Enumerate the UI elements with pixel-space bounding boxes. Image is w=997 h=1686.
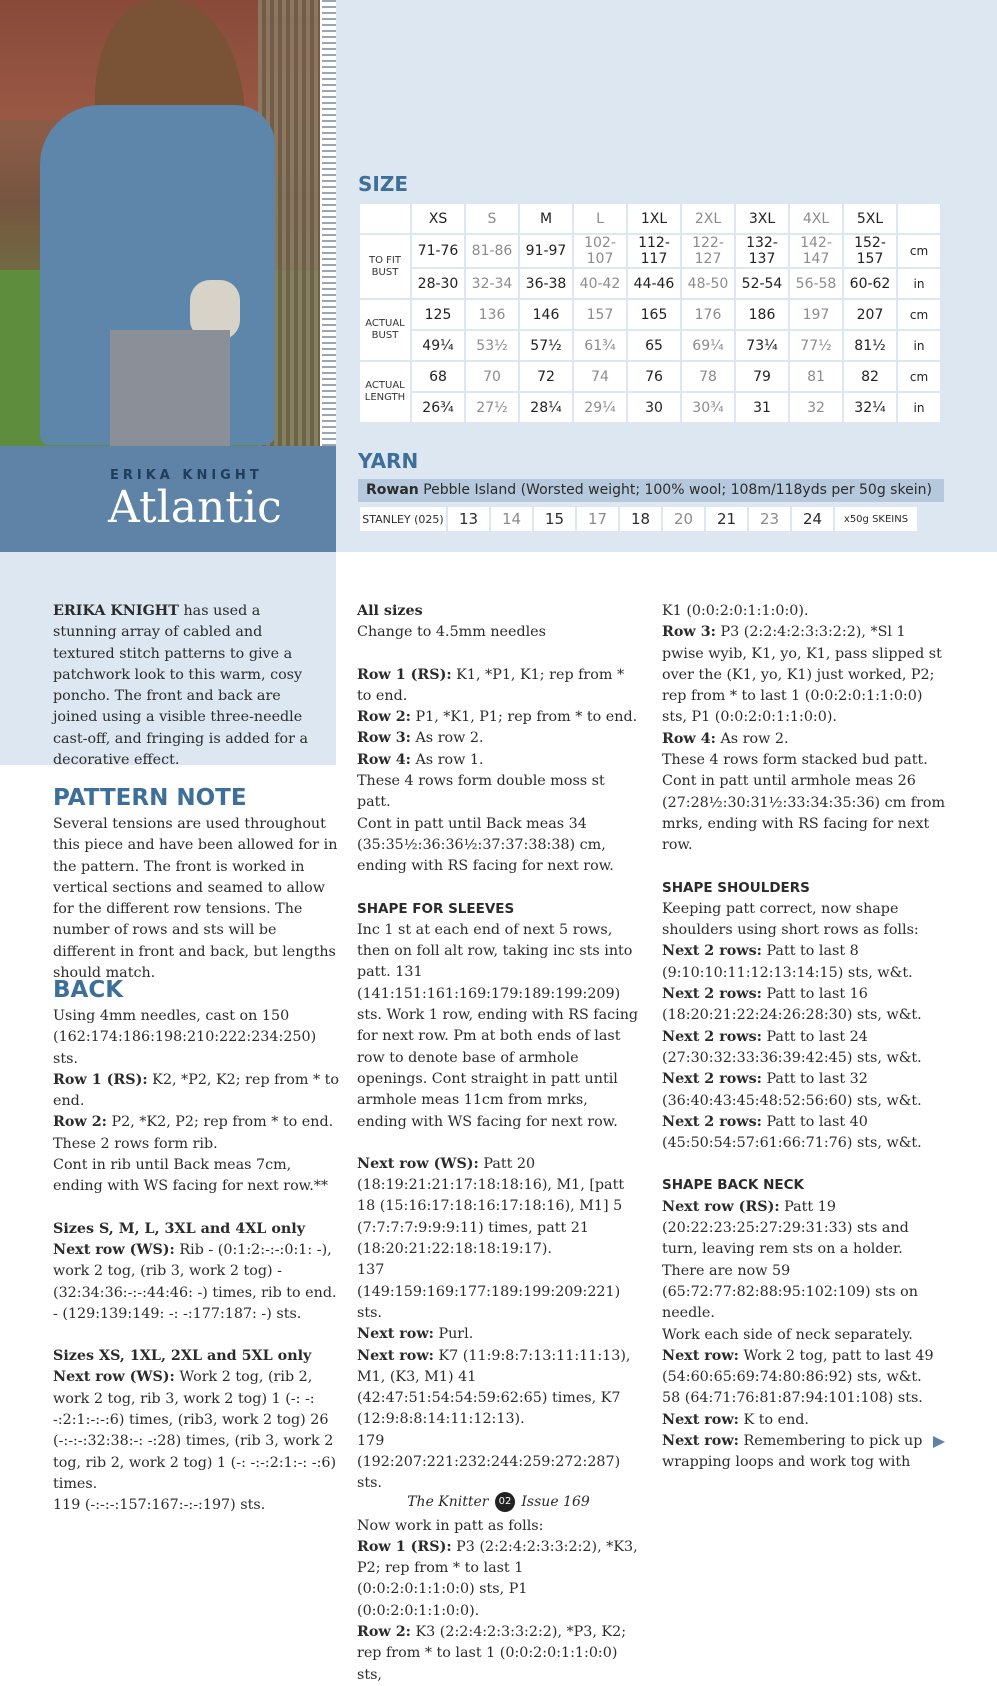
unit-in: in [898,331,940,360]
length-in-row [360,393,940,422]
row-text: P1, *K1, P1; rep from * to end. [410,709,638,726]
cell: 29¼ [574,393,626,422]
cell: 52-54 [736,269,788,298]
size-corner [360,204,410,233]
cell: 28¼ [520,393,572,422]
issue-number: Issue 169 [521,1494,590,1510]
cell: 142-147 [790,235,842,267]
bud-note: These 4 rows form stacked bud patt. [662,752,928,769]
row-text: Rib - (0:1:2:-:-:0:1: -), work 2 tog, (rib 3, work 2 tog) - (32:34:36:-:-:44:46: -) times, rib to end. [53,1241,337,1301]
row-result: 179 (192:207:221:232:244:259:272:287) sts. [357,1432,621,1492]
yarn-quantity-row [360,507,917,531]
row-label: Row 3: [357,730,411,747]
cell: 44-46 [628,269,680,298]
row-text: P2, *K2, P2; rep from * to end. [106,1114,334,1131]
cell: 78 [682,362,734,391]
row-label: Next 2 rows: [662,1028,762,1045]
size-col: 3XL [736,204,788,233]
pattern-note-body: Several tensions are used throughout this piece and have been allowed for in the pattern. The front is worked in vertical sections and seamed to allow for the different row tensions. The number of rows and sts will be different in front and back, but lengths should match. [53,816,338,982]
cell: 27½ [466,393,518,422]
cell: 40-42 [574,269,626,298]
designer-name: ERIKA KNIGHT [110,468,263,483]
row-text: As row 2. [715,730,789,747]
cell: 102-107 [574,235,626,267]
change-needles: Change to 4.5mm needles [357,624,546,641]
bust-in-row [360,269,940,298]
yarn-brand: Rowan [366,482,419,498]
pattern-note-text [53,814,339,984]
back-instructions [53,1006,339,1517]
actual-bust-in-row [360,331,940,360]
row-label: Next 2 rows: [662,986,762,1003]
size-table [358,202,942,424]
size-col: L [574,204,626,233]
row-label: ACTUAL BUST [360,300,410,360]
neck-count: There are now 59 (65:72:77:82:88:95:102:109) sts on needle. [662,1262,918,1322]
cell: 65 [628,331,680,360]
row-label: Next 2 rows: [662,943,762,960]
column-3 [662,601,947,1474]
size-heading: SIZE [358,172,409,196]
row-text: As row 2. [410,730,484,747]
moss-note: These 4 rows form double moss st patt. [357,773,605,811]
row-label: Row 1 (RS): [357,666,452,683]
row-text: Patt 19 (20:22:23:25:27:29:31:33) sts and turn, leaving rem sts on a holder. [662,1198,909,1258]
row-text: K7 (11:9:8:7:13:11:11:13), M1, (K3, M1) 41 (42:47:51:54:54:59:62:65) times, K7 (12:9:8:8:14:11:12:13). [357,1347,631,1428]
cell: 60-62 [844,269,896,298]
rib-note: These 2 rows form rib. [53,1135,218,1152]
cell: 81-86 [466,235,518,267]
moss-continue: Cont in patt until Back meas 34 (35:35½:36:36½:37:37:38:38) cm, ending with RS facing for next row. [357,815,614,875]
back-heading: BACK [53,977,124,1003]
pattern-title: Atlantic [108,482,282,533]
now-work: Now work in patt as folls: [357,1517,544,1534]
yarn-unit: x50g SKEINS [835,507,917,531]
cell: 31 [736,393,788,422]
cell: 81½ [844,331,896,360]
cell: 30¾ [682,393,734,422]
qty-cell: 20 [663,507,704,531]
intro-body: has used a stunning array of cabled and textured stitch patterns to give a patchwork look to this warm, cosy poncho. The front and back are joined using a visible three-needle cast-off, and fringing is added for a decorative effect. [53,603,308,769]
row-label: Next row: [357,1347,434,1364]
cell: 176 [682,300,734,329]
row-text: Work 2 tog, patt to last 49 (54:60:65:69:74:80:86:92) sts, w&t. [662,1347,934,1386]
row-text: Purl. [433,1326,474,1343]
row-text: K2, *P2, K2; rep from * to end. [53,1071,340,1110]
shoulders-heading: SHAPE SHOULDERS [662,879,810,896]
all-sizes-heading: All sizes [357,603,423,619]
row-text: Work 2 tog, (rib 2, work 2 tog, rib 3, work 2 tog) 1 (-: -: -:2:1:-:-:6) times, (rib3, work 2 tog) 26 (-:-:-:32:38:-: -:28) times, (rib 3, work 2 tog, rib 2, work 2 tog) 1 (-: -:-:2:1:-: -:6) times. [53,1369,337,1492]
cell: 165 [628,300,680,329]
continue-arrow-icon [933,1436,945,1448]
cell: 28-30 [412,269,464,298]
row-label: Next 2 rows: [662,1113,762,1130]
sizes-a-heading: Sizes S, M, L, 3XL and 4XL only [53,1220,305,1237]
row-label: Next row (RS): [662,1198,780,1215]
qty-cell: 13 [448,507,489,531]
actual-bust-cm-row [360,300,940,329]
cell: 73¼ [736,331,788,360]
model-jeans [110,330,230,446]
unit-corner [898,204,940,233]
cell: 122-127 [682,235,734,267]
row-label: Next row: [662,1411,739,1428]
qty-cell: 17 [577,507,618,531]
unit-cm: cm [898,362,940,391]
cell: 57½ [520,331,572,360]
yarn-heading: YARN [358,449,419,473]
intro-text [53,601,315,771]
qty-cell: 24 [792,507,833,531]
row-label: Next row: [662,1432,739,1449]
size-col: S [466,204,518,233]
row-label: Row 2: [357,1624,411,1641]
cell: 152-157 [844,235,896,267]
cell: 69¼ [682,331,734,360]
cell: 71-76 [412,235,464,267]
pattern-note-heading: PATTERN NOTE [53,785,247,811]
neck-heading: SHAPE BACK NECK [662,1177,804,1194]
intro-name: ERIKA KNIGHT [53,603,179,619]
qty-cell: 23 [749,507,790,531]
row-text: K1, *P1, K1; rep from * to end. [357,666,625,704]
cell: 125 [412,300,464,329]
qty-cell: 18 [620,507,661,531]
qty-cell: 14 [491,507,532,531]
size-col: M [520,204,572,233]
cell: 56-58 [790,269,842,298]
size-col: 1XL [628,204,680,233]
sleeves-text: Inc 1 st at each end of next 5 rows, then on foll alt row, taking inc sts into patt. 131 (141:151:161:169:179:189:199:209) sts. Work 1 row, ending with RS facing for next row. Pm at both ends of last row to denote base of armhole openings. Cont straight in patt until armhole meas 11cm from mrks, ending with WS facing for next row. [357,921,639,1130]
footer [0,1492,997,1512]
model-photo [0,0,320,446]
qty-cell: 21 [706,507,747,531]
cell: 81 [790,362,842,391]
cell: 82 [844,362,896,391]
cell: 72 [520,362,572,391]
sizes-a-result: - (129:139:149: -: -:177:187: -) sts. [53,1305,302,1322]
cell: 61¾ [574,331,626,360]
row-label: Next row (WS): [53,1369,175,1386]
row-label: Next row: [357,1326,434,1343]
page-number-badge: 02 [495,1492,515,1512]
cell: 49¼ [412,331,464,360]
row-text: Remembering to pick up wrapping loops and work tog with [662,1432,923,1471]
row-text: Patt to last 40 (45:50:54:57:61:66:71:76) sts, w&t. [662,1113,922,1152]
row-label: Row 4: [662,730,716,747]
row-label: TO FIT BUST [360,235,410,298]
cast-on: Using 4mm needles, cast on 150 (162:174:186:198:210:222:234:250) sts. [53,1008,317,1067]
row-text: P3 (2:2:4:2:3:3:2:2), *Sl 1 pwise wyib, K1, yo, K1, pass slipped st over the (K1, yo, K1) just worked, P2; rep from * to last 1 (0:0:2:0:1:1:0:0) sts, P1 (0:0:2:0:1:1:0:0). [662,624,942,726]
size-col: XS [412,204,464,233]
cell: 74 [574,362,626,391]
row-text: K3 (2:2:4:2:3:3:2:2), *P3, K2; rep from * to last 1 (0:0:2:0:1:1:0:0) sts, [357,1624,627,1683]
row-label: Row 1 (RS): [53,1071,148,1088]
row-result: 137 (149:159:169:177:189:199:209:221) sts. [357,1262,621,1321]
sizes-b-heading: Sizes XS, 1XL, 2XL and 5XL only [53,1348,312,1365]
size-col: 4XL [790,204,842,233]
unit-cm: cm [898,300,940,329]
magazine-name: The Knitter [407,1494,489,1510]
shoulders-intro: Keeping patt correct, now shape shoulders using short rows as folls: [662,900,919,939]
sleeves-heading: SHAPE FOR SLEEVES [357,900,515,917]
cell: 32-34 [466,269,518,298]
cell: 186 [736,300,788,329]
cell: 112-117 [628,235,680,267]
qty-cell: 15 [534,507,575,531]
cell: 91-97 [520,235,572,267]
cell: 32¼ [844,393,896,422]
length-cm-row [360,362,940,391]
neck-separate: Work each side of neck separately. [662,1326,913,1343]
yarn-quantity-table [358,505,919,533]
column-2 [357,601,642,1686]
cell: 36-38 [520,269,572,298]
cell: 76 [628,362,680,391]
cell: 68 [412,362,464,391]
cell: 32 [790,393,842,422]
row-label: Row 2: [53,1114,107,1131]
size-col: 2XL [682,204,734,233]
row-label: Next row (WS): [357,1155,479,1172]
row-label: Next 2 rows: [662,1071,762,1088]
row-text: K to end. [738,1411,809,1428]
cell: 26¾ [412,393,464,422]
unit-cm: cm [898,235,940,267]
rib-continue: Cont in rib until Back meas 7cm, ending with WS facing for next row.** [53,1157,329,1195]
row-label: Next row (WS): [53,1241,175,1258]
row-text: Patt to last 24 (27:30:32:33:36:39:42:45) sts, w&t. [662,1028,922,1066]
unit-in: in [898,393,940,422]
row-text: Patt to last 32 (36:40:43:45:48:52:56:60) sts, w&t. [662,1071,922,1109]
yarn-description: Pebble Island (Worsted weight; 100% wool; 108m/118yds per 50g skein) [423,482,932,498]
yarn-description-row [358,479,944,502]
row-text: Patt to last 8 (9:10:10:11:12:13:14:15) sts, w&t. [662,943,913,981]
cell: 146 [520,300,572,329]
row-label: ACTUAL LENGTH [360,362,410,422]
cell: 53½ [466,331,518,360]
row-label: Next row: [662,1347,739,1364]
row-label: Row 2: [357,709,411,726]
cell: 48-50 [682,269,734,298]
row-text: P3 (2:2:4:2:3:3:2:2), *K3, P2; rep from * to last 1 (0:0:2:0:1:1:0:0) sts, P1 (0:0:2:0:1:1:0:0). [357,1538,638,1619]
bud-continue: Cont in patt until armhole meas 26 (27:28½:30:31½:33:34:35:36) cm from mrks, ending with RS facing for next row. [662,773,946,854]
row-label: Row 3: [662,624,716,641]
row-text: As row 1. [410,751,484,768]
sizes-b-result: 119 (-:-:-:157:167:-:-:197) sts. [53,1497,266,1514]
row-label: Row 1 (RS): [357,1538,452,1555]
bust-cm-row [360,235,940,267]
size-col: 5XL [844,204,896,233]
row-text: Patt to last 16 (18:20:21:22:24:26:28:30) sts, w&t. [662,986,922,1024]
cell: 157 [574,300,626,329]
row-label: Row 4: [357,751,411,768]
cell: 79 [736,362,788,391]
cell: 197 [790,300,842,329]
cell: 207 [844,300,896,329]
cell: 132-137 [736,235,788,267]
cell: 77½ [790,331,842,360]
size-header-row [360,204,940,233]
yarn-shade: STANLEY (025) [360,507,446,531]
row-continue: K1 (0:0:2:0:1:1:0:0). [662,603,809,619]
cell: 136 [466,300,518,329]
cell: 30 [628,393,680,422]
row-text: Patt 20 (18:19:21:21:17:18:18:16), M1, [patt 18 (15:16:17:18:16:17:18:16), M1] 5 (7:7:7:7:9:9:9:11) times, patt 21 (18:20:21:22:18:18:19:17). [357,1155,625,1258]
cell: 70 [466,362,518,391]
unit-in: in [898,269,940,298]
row-result: 58 (64:71:76:81:87:94:101:108) sts. [662,1390,923,1407]
